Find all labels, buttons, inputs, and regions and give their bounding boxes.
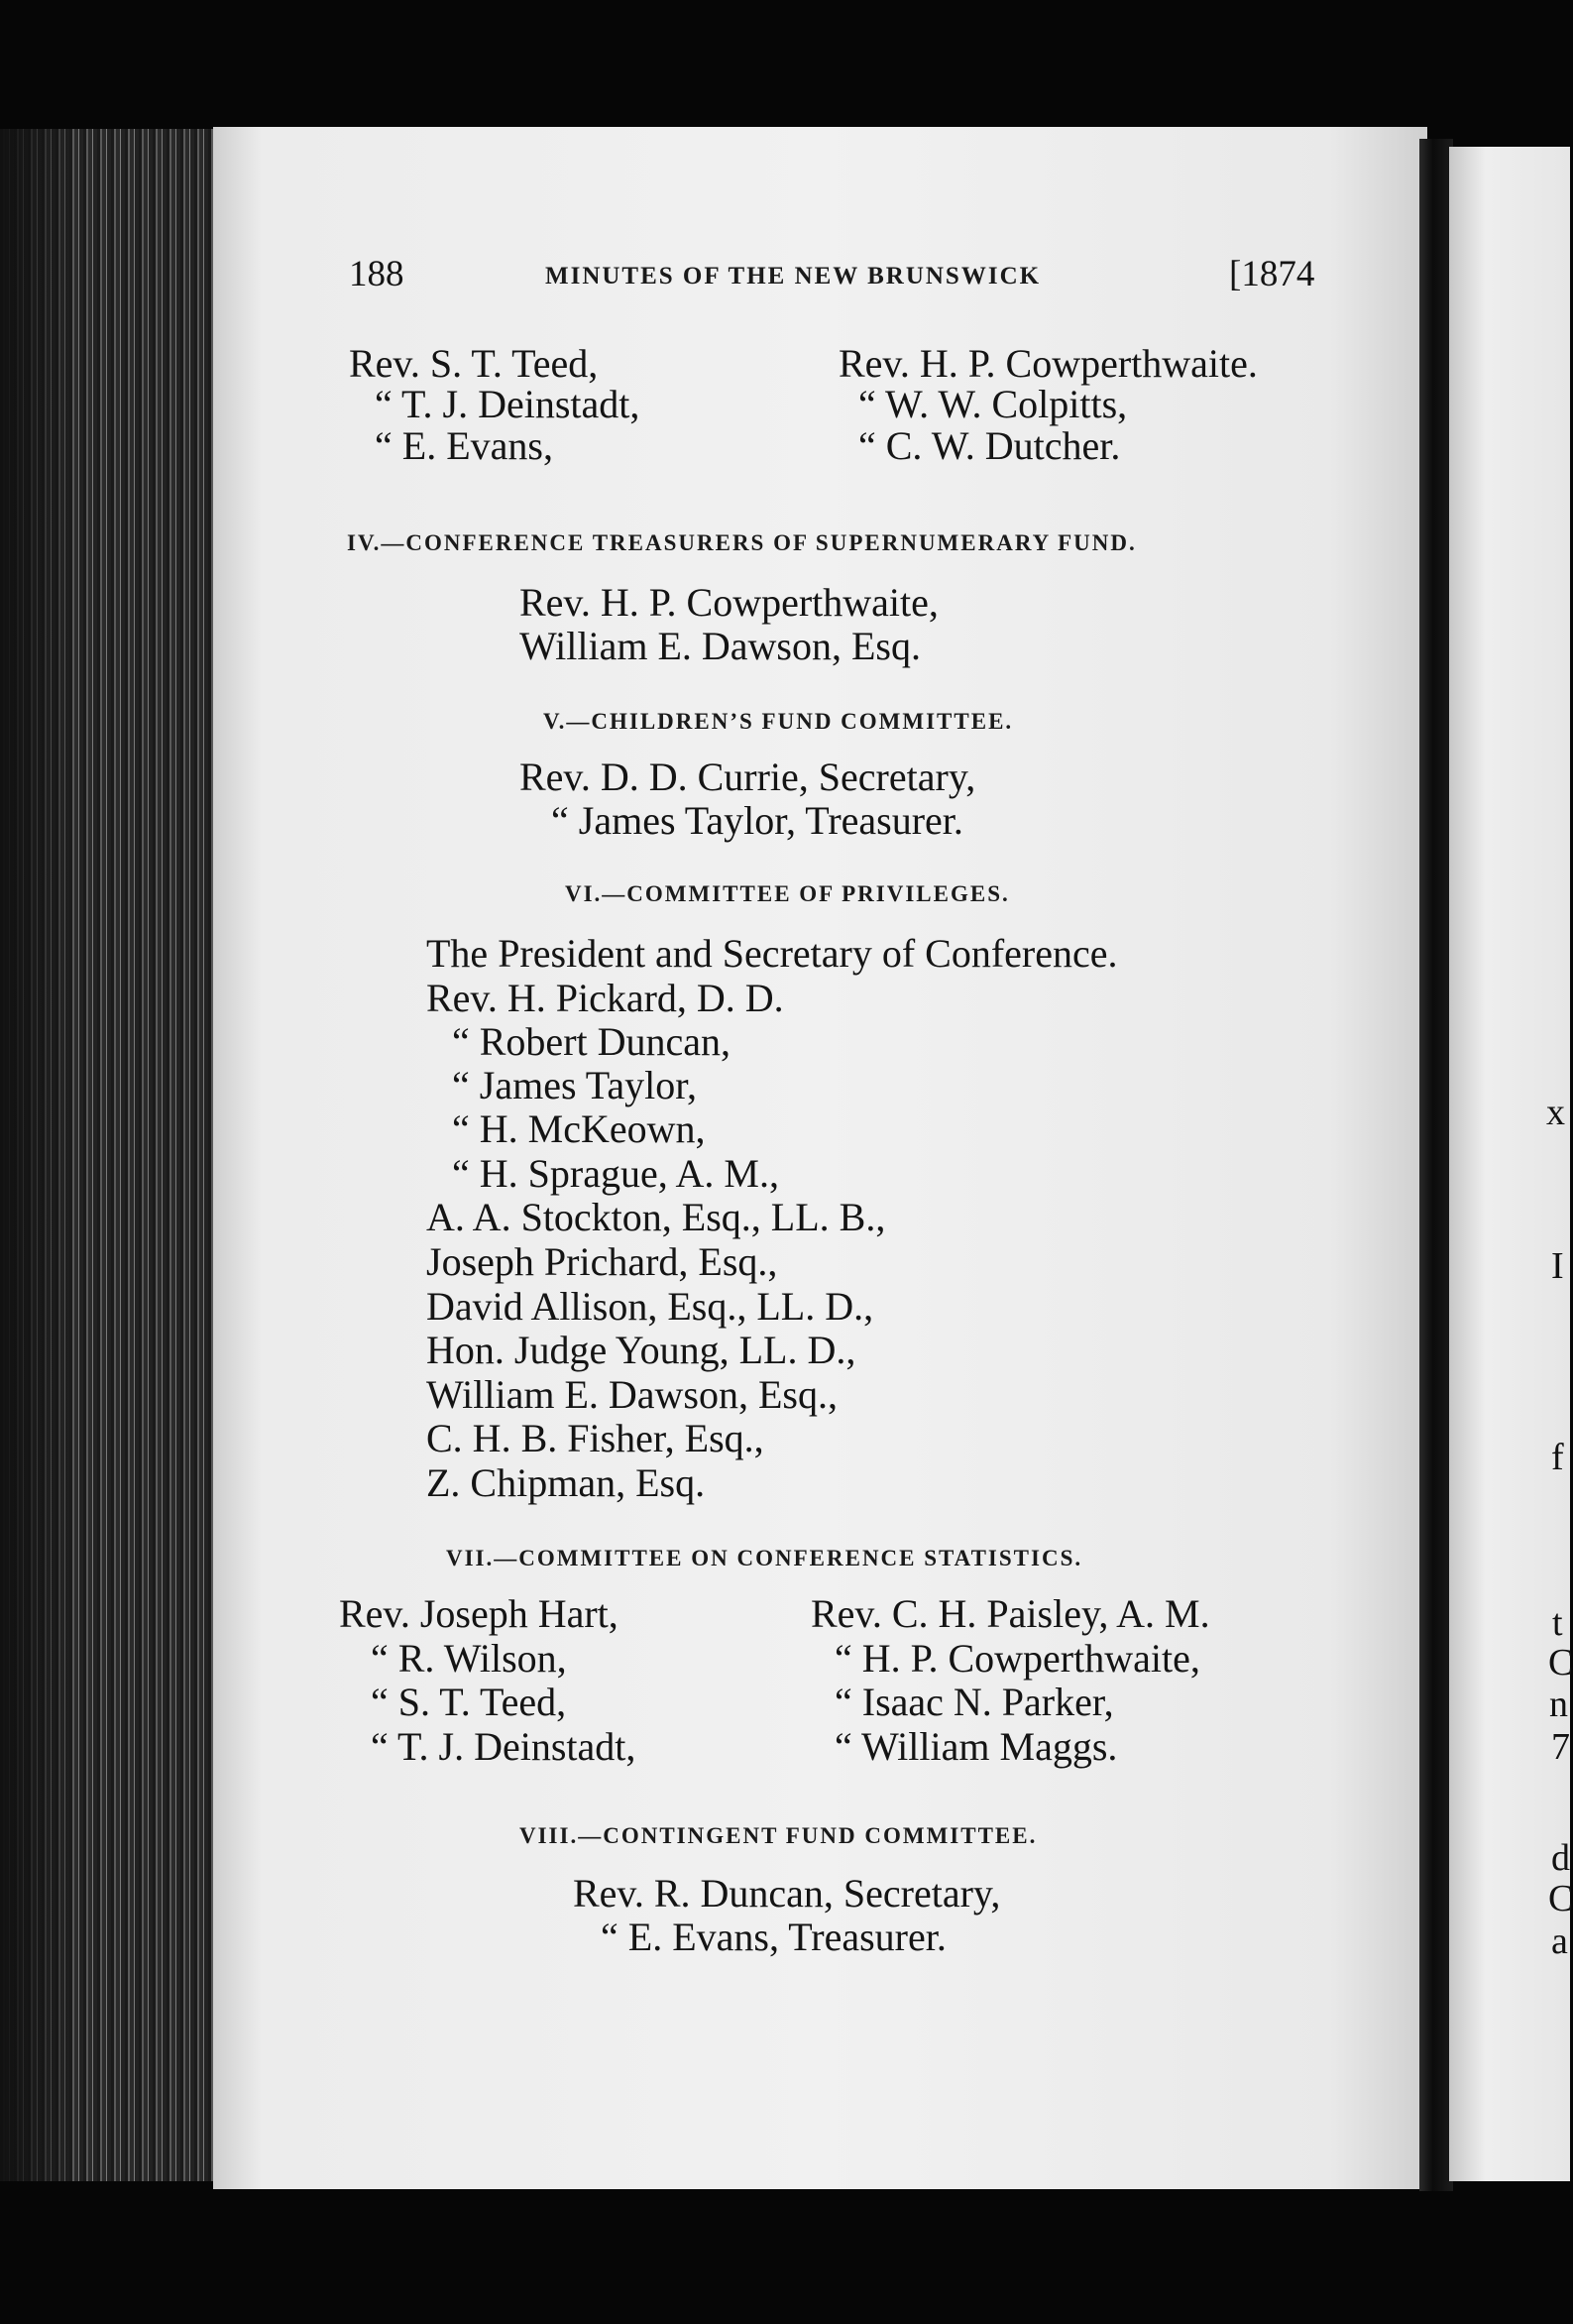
facing-page-fragment: t (1552, 1602, 1563, 1644)
section-heading: VII.—COMMITTEE ON CONFERENCE STATISTICS. (446, 1546, 1083, 1570)
section-heading: VI.—COMMITTEE OF PRIVILEGES. (565, 881, 1010, 906)
facing-page-fragment: f (1551, 1437, 1564, 1478)
list-item: William E. Dawson, Esq. (519, 624, 921, 668)
list-item: “ W. W. Colpitts, (858, 382, 1128, 426)
facing-page-fragment: n (1549, 1684, 1568, 1725)
list-item: “ Isaac N. Parker, (835, 1680, 1114, 1724)
list-item: Rev. H. P. Cowperthwaite, (519, 580, 939, 625)
list-item: Rev. H. P. Cowperthwaite. (839, 341, 1258, 386)
book-gutter (1419, 139, 1453, 2191)
list-item: “ H. Sprague, A. M., (452, 1151, 779, 1196)
list-item: “ James Taylor, Treasurer. (551, 798, 963, 843)
list-item: Rev. R. Duncan, Secretary, (573, 1871, 1001, 1916)
list-item: “ William Maggs. (835, 1724, 1118, 1769)
list-item: “ C. W. Dutcher. (858, 423, 1121, 468)
list-item: “ H. McKeown, (452, 1106, 706, 1151)
list-item: “ H. P. Cowperthwaite, (835, 1636, 1200, 1681)
list-item: Rev. S. T. Teed, (349, 341, 599, 386)
list-item: “ E. Evans, (375, 423, 553, 468)
facing-page-fragment: C (1548, 1642, 1573, 1684)
section-heading: VIII.—CONTINGENT FUND COMMITTEE. (519, 1823, 1038, 1848)
facing-page-fragment: d (1551, 1837, 1570, 1879)
facing-page-fragment: x (1546, 1092, 1565, 1133)
list-item: A. A. Stockton, Esq., LL. B., (426, 1195, 886, 1239)
list-item: Rev. H. Pickard, D. D. (426, 976, 784, 1020)
list-item: “ S. T. Teed, (371, 1680, 567, 1724)
page-number: 188 (349, 254, 404, 294)
list-item: “ James Taylor, (452, 1063, 698, 1107)
list-item: C. H. B. Fisher, Esq., (426, 1416, 764, 1460)
list-item: The President and Secretary of Conference. (426, 931, 1118, 976)
list-item: Rev. Joseph Hart, (339, 1591, 618, 1636)
list-item: “ T. J. Deinstadt, (371, 1724, 636, 1769)
list-item: Hon. Judge Young, LL. D., (426, 1328, 856, 1372)
facing-page-fragment: a (1551, 1920, 1568, 1962)
list-item: Rev. D. D. Currie, Secretary, (519, 755, 976, 799)
list-item: Z. Chipman, Esq. (426, 1460, 706, 1505)
facing-page-fragment: I (1551, 1245, 1564, 1287)
list-item: “ T. J. Deinstadt, (375, 382, 640, 426)
list-item: William E. Dawson, Esq., (426, 1372, 838, 1417)
list-item: “ Robert Duncan, (452, 1019, 731, 1064)
list-item: “ R. Wilson, (371, 1636, 567, 1681)
page-edge-shadow (0, 129, 69, 2181)
facing-page-fragment: 7 (1551, 1726, 1570, 1768)
list-item: David Allison, Esq., LL. D., (426, 1284, 874, 1329)
facing-page-fragment: C (1548, 1878, 1573, 1919)
section-heading: V.—CHILDREN’S FUND COMMITTEE. (543, 709, 1014, 734)
page-year: [1874 (1229, 254, 1315, 294)
list-item: Joseph Prichard, Esq., (426, 1239, 778, 1284)
list-item: “ E. Evans, Treasurer. (601, 1915, 947, 1959)
list-item: Rev. C. H. Paisley, A. M. (811, 1591, 1210, 1636)
section-heading: IV.—CONFERENCE TREASURERS OF SUPERNUMERARY FUND. (347, 530, 1137, 555)
running-title: MINUTES OF THE NEW BRUNSWICK (545, 263, 1042, 290)
